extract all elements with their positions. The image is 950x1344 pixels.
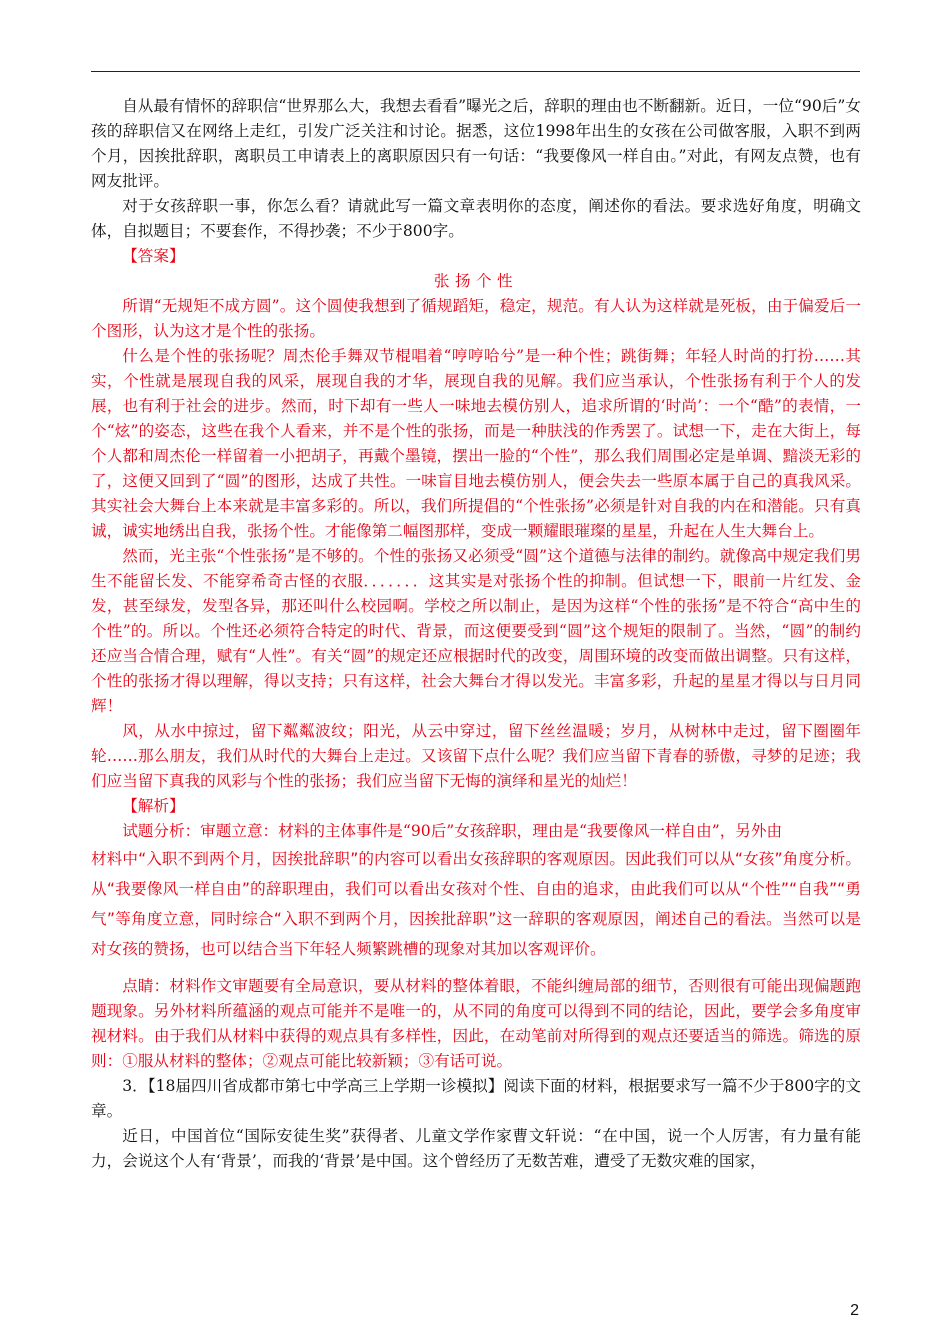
essay-title: 张扬个性: [433, 272, 519, 290]
essay-paragraph-3: 然而，光主张“个性张扬”是不够的。个性的张扬又必须受“圆”这个道德与法律的制约。就像高中规定我们男生不能留长发、不能穿希奇古怪的衣服．．．．．．．这其实是对张扬个性的抑制。但试想一下，眼前一片红发、金发，甚至绿发，发型各异，那还叫什么校园啊。学校之所以制止，是因为这样“个性的张扬”是不符合“高中生的个性”的。所以。个性还必须符合特定的时代、背景，而这便要受到“圆”这个规矩的限制了。当然，“圆”的制约还应当合情合理，赋有“人性”。有关“圆”的规定还应根据时代的改变，周围环境的改变而做出调整。只有这样，个性的张扬才得以理解，得以支持；只有这样，社会大舞台才得以发光。丰富多彩，升起的星星才得以与日月同辉！: [91, 547, 861, 715]
essay-paragraph-1: 所谓“无规矩不成方圆”。这个圆使我想到了循规蹈矩，稳定，规范。有人认为这样就是死板，由于偏爱后一个图形，认为这才是个性的张扬。: [91, 297, 861, 340]
header-rule: [91, 71, 860, 72]
essay-paragraph-4: 风，从水中掠过，留下粼粼波纹；阳光，从云中穿过，留下丝丝温暖；岁月，从树林中走过，留下圈圈年轮……那么朋友，我们从时代的大舞台上走过。又该留下点什么呢？我们应当留下青春的骄傲，寻梦的足迹；我们应当留下真我的风彩与个性的张扬；我们应当留下无悔的演绎和星光的灿烂！: [91, 722, 861, 790]
analysis-rest: 材料中“入职不到两个月，因挨批辞职”的内容可以看出女孩辞职的客观原因。因此我们可以从“女孩”角度分析。从“我要像风一样自由”的辞职理由，我们可以看出女孩对个性、自由的追求，由此我们可以从“个性”“自我”“勇气”等角度立意，同时综合“入职不到两个月，因挨批辞职”这一辞职的客观原因，阐述自己的看法。当然可以是对女孩的赞扬，也可以结合当下年轻人频繁跳槽的现象对其加以客观评价。: [91, 850, 861, 958]
dianjing-paragraph: 点睛：材料作文审题要有全局意识，要从材料的整体着眼，不能纠缠局部的细节，否则很有可能出现偏题跑题现象。另外材料所蕴涵的观点可能并不是唯一的，从不同的角度可以得到不同的结论，因此，要学会多角度审视材料。由于我们从材料中获得的观点具有多样性，因此，在动笔前对所得到的观点还要适当的筛选。筛选的原则：①服从材料的整体；②观点可能比较新颖；③有话可说。: [91, 977, 861, 1070]
material-paragraph-1: 自从最有情怀的辞职信“世界那么大，我想去看看”曝光之后，辞职的理由也不断翻新。近日，一位“90后”女孩的辞职信又在网络上走红，引发广泛关注和讨论。据悉，这位1998年出生的女孩在公司做客服，入职不到两个月，因挨批辞职，离职员工申请表上的离职原因只有一句话：“我要像风一样自由。”对此，有网友点赞，也有网友批评。: [91, 97, 861, 190]
question-3-header: [91, 1074, 861, 1124]
question-3-material: 近日，中国首位“国际安徒生奖”获得者、儿童文学作家曹文轩说：“在中国，说一个人厉害，有力量有能力，会说这个人有‘背景’，而我的‘背景’是中国。这个曾经历了无数苦难，遭受了无数灾难的国家，: [91, 1127, 861, 1170]
analysis-lead: 试题分析：审题立意：材料的主体事件是“90后”女孩辞职，理由是“我要像风一样自由”，另外由: [122, 822, 783, 840]
material-paragraph-2: 对于女孩辞职一事，你怎么看？请就此写一篇文章表明你的态度，阐述你的看法。要求选好角度，明确文体，自拟题目；不要套作，不得抄袭；不少于800字。: [91, 197, 861, 240]
question-3-source: 【18届四川省成都市第七中学高三上学期一诊模拟】: [147, 1077, 504, 1095]
analysis-label: 【解析】: [122, 797, 185, 815]
answer-label: 【答案】: [122, 247, 185, 265]
essay-paragraph-2: 什么是个性的张扬呢？周杰伦手舞双节棍唱着“哼哼哈兮”是一种个性；跳街舞；年轻人时尚的打扮……其实，个性就是展现自我的风采，展现自我的才华，展现自我的见解。我们应当承认，个性张扬有利于个人的发展，也有利于社会的进步。然而，时下却有一些人一味地去模仿别人，追求所谓的‘时尚’：一个“酷”的表情，一个“炫”的姿态，这些在我个人看来，并不是个性的张扬，而是一种肤浅的作秀罢了。试想一下，走在大街上，每个人都和周杰伦一样留着一小把胡子，再戴个墨镜，摆出一脸的“个性”，那么我们周围必定是单调、黯淡无彩的了，这便又回到了“圆”的图形，达成了共性。一味盲目地去模仿别人，便会失去一些原本属于自己的真我风采。其实社会大舞台上本来就是丰富多彩的。所以，我们所提倡的“个性张扬”必须是针对自我的内在和潜能。只有真诚，诚实地绣出自我，张扬个性。才能像第二幅图那样，变成一颗耀眼璀璨的星星，升起在人生大舞台上。: [91, 347, 861, 540]
page-number: 2: [850, 1302, 859, 1319]
spacer: [91, 964, 861, 974]
question-3-number: 3．: [122, 1077, 148, 1095]
document-body: [91, 94, 861, 1174]
analysis-block: [91, 819, 861, 964]
question-3-prompt: 阅读下面的材料，根据要求写一篇不少于800字的文章。: [91, 1077, 862, 1120]
